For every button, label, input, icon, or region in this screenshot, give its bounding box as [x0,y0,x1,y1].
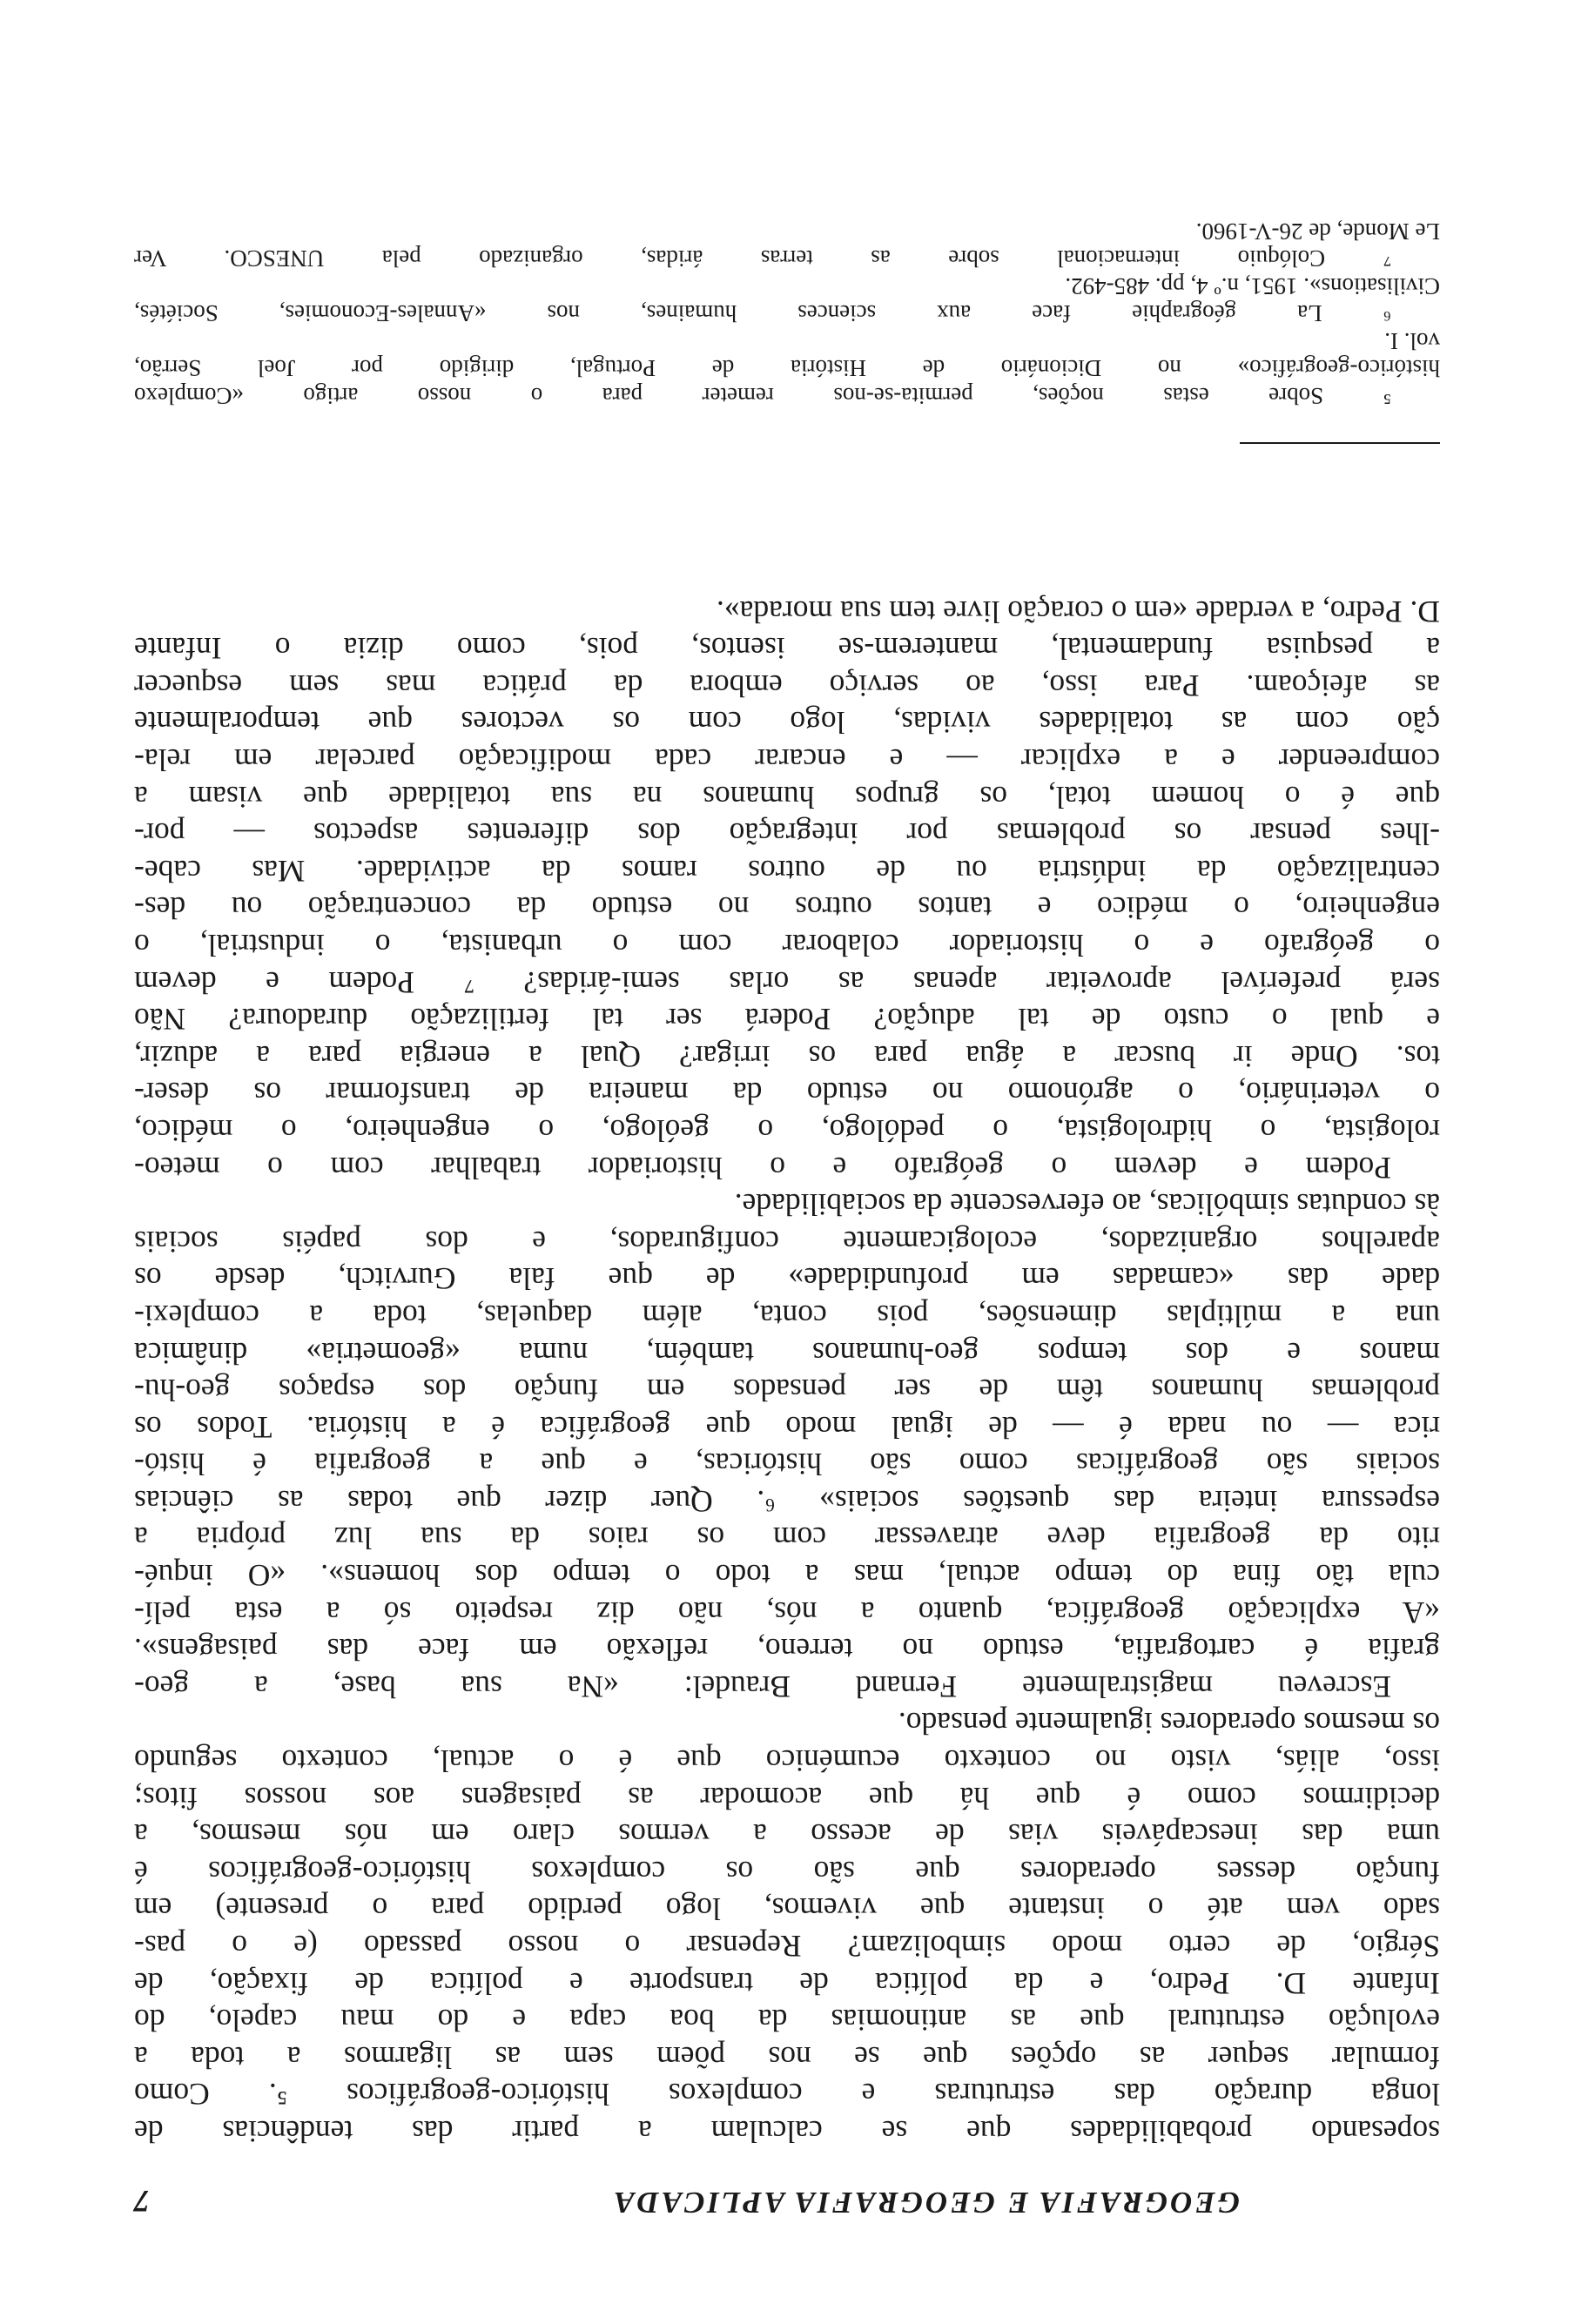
text-line: espessura inteira das questões sociais» ⁶. Quer dizer que todas as ciências [134,1483,1440,1519]
text-line: centralização da indústria ou de outros ramos da actividade. Mas cabe- [134,853,1440,889]
text-line: problemas humanos têm de ser pensados em função dos espaços geo-hu- [134,1373,1440,1408]
text-line: função desses operadores que são os complexos histórico-geográficos é [134,1854,1440,1890]
text-line: as afeiçoam. Para isso, ao serviço embora da prática mas sem esquecer [134,668,1440,703]
main-text [134,593,1440,2150]
text-line: longa duração das estruturas e complexos histórico-geográficos ⁵. Como [134,2077,1440,2112]
footnote-line: Le Monde, de 26-V-1960. [1195,218,1440,245]
text-line: rito da geografia deve atravessar com os raios da sua luz própria a [134,1521,1440,1556]
footnote-line: ⁷ Colóquio internacional sobre as terras áridas, organizado pela UNESCO. Ver [134,245,1391,272]
text-line: será preferível aproveitar apenas as orlas semi-áridas? ⁷ Podem e devem [134,964,1440,1000]
running-title: GEOGRAFIA E GEOGRAFIA APLICADA [611,2186,1240,2220]
text-line: o veterinário, o agrónomo no estudo da maneira de transformar os deser- [134,1076,1440,1112]
text-line: aparelhos organizados, ecologicamente configurados, e dos papéis sociais [134,1224,1440,1259]
running-header [134,2171,1440,2220]
footnote-line: vol. I. [1384,328,1440,354]
text-line: ção com as totalidades vividas, logo com os vectores que temporalmente [134,705,1440,741]
text-line: Podem e devem o geógrafo e o historiador trabalhar com o meteo- [134,1150,1391,1186]
text-line: compreender e a explicar — e encarar cada modificação parcelar em rela- [134,742,1440,778]
text-line: o geógrafo e o historiador colaborar com o urbanista, o industrial, o [134,928,1440,963]
text-line: -lhes pensar os problemas por integração dos diferentes aspectos — por- [134,816,1440,852]
text-line: evolução estrutural que as antinomias da boa capa e do mau capelo, do [134,2003,1440,2039]
text-line: rologista, o hidrologista, o pedólogo, o geólogo, o engenheiro, o médico, [134,1112,1440,1148]
text-line: dade das «camadas em profundidade» de que fala Gurvitch, desde os [134,1261,1440,1297]
text-line: e qual o custo de tal adução? Poderá ser tal fertilização duradoura? Não [134,1002,1440,1038]
text-line: sopesando probabilidades que se calculam a partir das tendências de [134,2114,1440,2149]
text-line: decidirmos como é que há que acomodar as paisagens aos nossos fitos; [134,1780,1440,1816]
text-line: D. Pedro, a verdade «em o coração livre tem sua morada». [717,594,1440,629]
text-line: uma das inescapáveis vias de acesso a vermos claro em nós mesmos, a [134,1817,1440,1853]
footnotes [134,218,1440,410]
text-line: isso, aliás, visto no contexto ecuménico que é o actual, contexto segundo [134,1743,1440,1779]
footnote-line: Civilisations». 1951, n.º 4, pp. 485-492. [1065,273,1440,299]
text-line: engenheiro, o médico e tantos outros no estudo da concentração ou des- [134,890,1440,926]
text-line: manos e dos tempos geo-humanos também, numa «geometria» dinâmica [134,1335,1440,1371]
text-line: grafia é cartografia, estudo no terreno, reflexão em face das paisagens». [134,1632,1440,1668]
footnote-line: ⁵ Sobre estas noções, permita-se-nos remeter para o nosso artigo «Complexo [134,383,1391,409]
text-line: Sérgio, de certo modo simbolizam? Repensar o nosso passado (e o pas- [134,1929,1440,1965]
text-line: Infante D. Pedro, e da política de transporte e política de fixação, de [134,1965,1440,2001]
text-line: os mesmos operadores igualmente pensado. [898,1706,1440,1742]
text-line: sado vem até o instante que vivemos, logo perdido para o presente) em [134,1891,1440,1927]
footnote-line: histórico-geográfico» no Dicionário de História de Portugal, dirigido por Joel Serrão, [134,355,1440,382]
text-line: às condutas simbólicas, ao efervescente da sociabilidade. [734,1187,1440,1223]
text-line: rica — ou nada é — de igual modo que geográfica é a história. Todos os [134,1409,1440,1445]
text-line: que é o homem total, os grupos humanos na sua totalidade que visam a [134,779,1440,815]
text-line: cula tão fina do tempo actual, mas a todo o tempo dos homens». «O inqué- [134,1558,1440,1594]
text-line: tos. Onde ir buscar a água para os irrigar? Qual a energia para a aduzir, [134,1038,1440,1074]
text-line: Escreveu magistralmente Fernand Braudel: «Na sua base, a geo- [134,1669,1391,1704]
text-line: una a múltiplas dimensões, pois conta, além daquelas, toda a complexi- [134,1298,1440,1333]
footnote-separator [1240,442,1440,444]
page-number: 7 [134,2184,150,2219]
text-line: sociais são geográficas como são históricas, e que a geografia é histó- [134,1447,1440,1482]
text-line: «A explicação geográfica, quanto a nós, não diz respeito só a esta pelí- [134,1595,1440,1630]
text-line: a pesquisa fundamental, manterem-se isentos, pois, como dizia o Infante [134,631,1440,667]
text-line: formular sequer as opções que se nos põem sem as ligarmos a toda a [134,2039,1440,2075]
footnote-line: ⁶ La géographie face aux sciences humaines, nos «Annales-Economies, Sociétés, [134,300,1391,327]
